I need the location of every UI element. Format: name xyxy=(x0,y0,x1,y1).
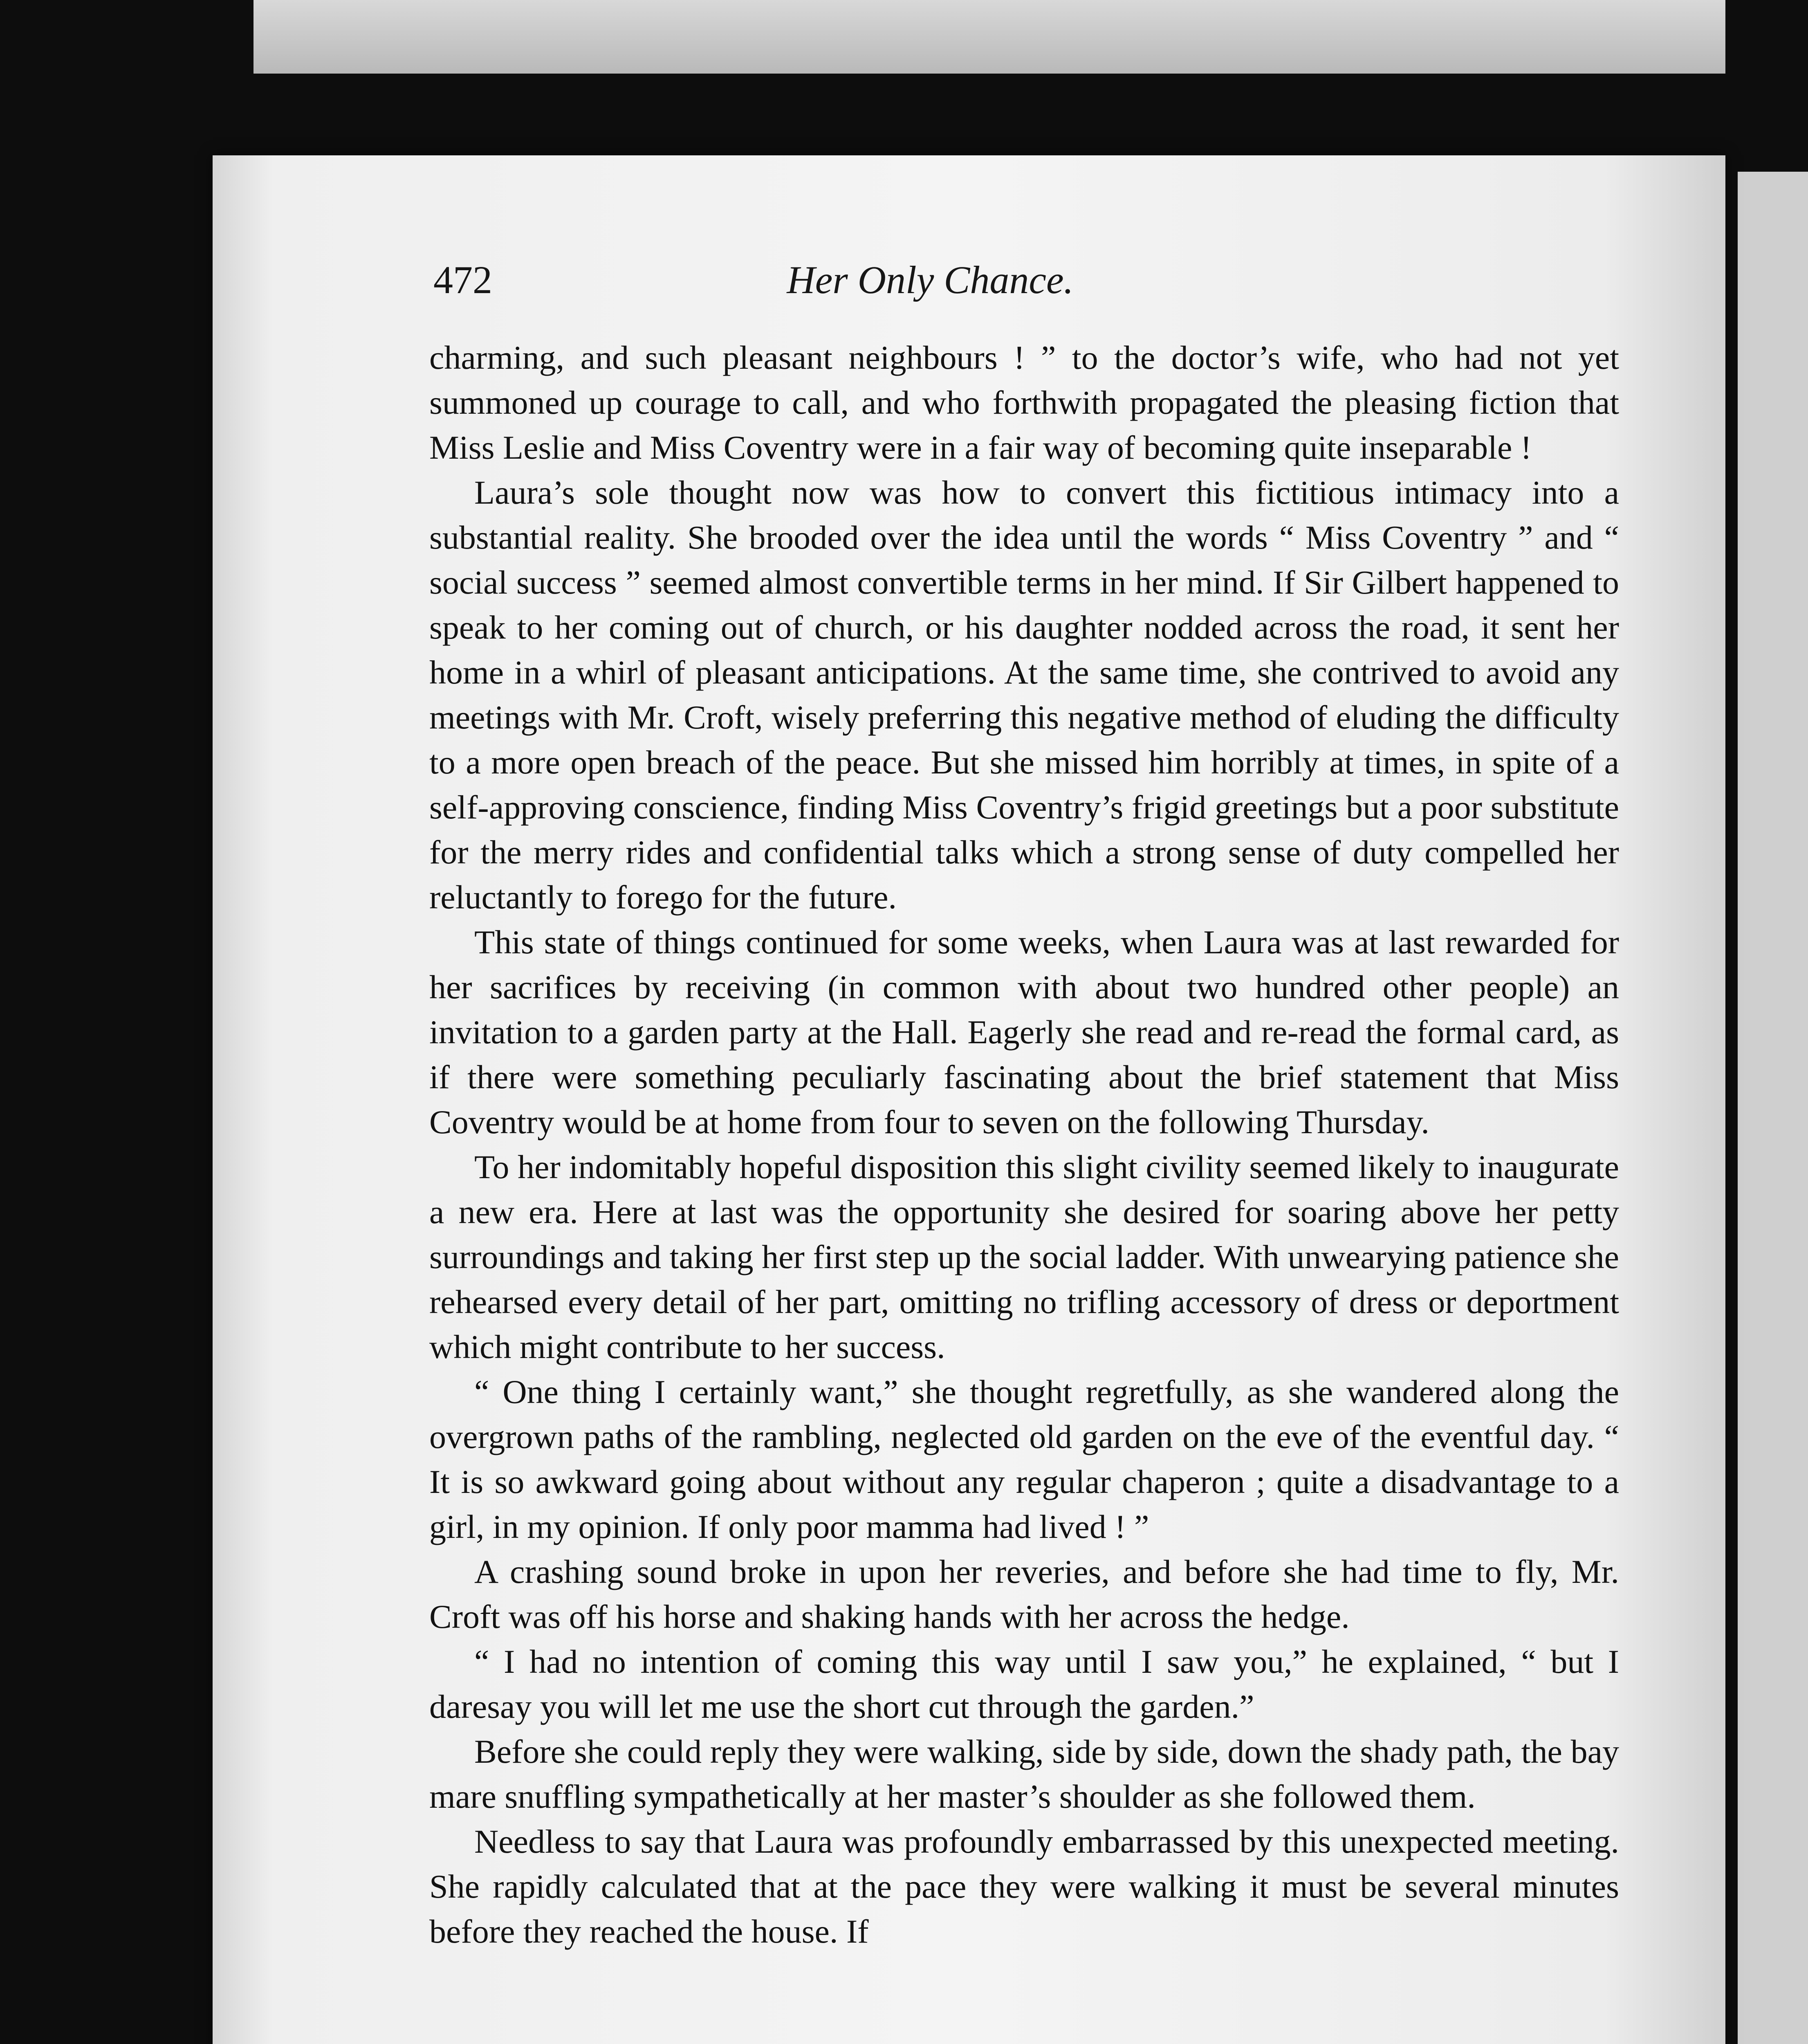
paragraph: Laura’s sole thought now was how to convert this fictitious intimacy into a substantial reality. She brooded over the idea until the words “ Miss Coventry ” and “ social success ” seemed almost convertible terms in her mind. If Sir Gilbert happened to speak to her coming out of church, or his daughter nodded across the road, it sent her home in a whirl of pleasant anticipations. At the same time, she contrived to avoid any meetings with Mr. Croft, wisely preferring this negative method of eluding the difficulty to a more open breach of the peace. But she missed him horribly at times, in spite of a self-approving conscience, finding Miss Coventry’s frigid greetings but a poor substitute for the merry rides and confidential talks which a strong sense of duty compelled her reluctantly to forego for the future. xyxy=(429,474,1619,916)
paragraph: “ One thing I certainly want,” she thought regretfully, as she wandered along the overgrown paths of the rambling, neglected old garden on the eve of the eventful day. “ It is so awkward going about without any regular chaperon ; quite a disadvantage to a girl, in my opinion. If only poor mamma had lived ! ” xyxy=(429,1373,1619,1545)
paragraph: Needless to say that Laura was profoundly embarrassed by this unexpected meeting. She rapidly calculated that at the pace they were walking it must be several minutes before they reached the house. If xyxy=(429,1823,1619,1950)
paragraph: “ I had no intention of coming this way until I saw you,” he explained, “ but I daresay you will let me use the short cut through the garden.” xyxy=(429,1643,1619,1725)
paragraph: A crashing sound broke in upon her reveries, and before she had time to fly, Mr. Croft was off his horse and shaking hands with her across the hedge. xyxy=(429,1553,1619,1635)
paragraph: To her indomitably hopeful disposition this slight civility seemed likely to inaugurate a new era. Here at last was the opportunity she desired for soaring above her petty surroundings and taking her first step up the social ladder. With unwearying patience she rehearsed every detail of her part, omitting no trifling accessory of dress or deportment which might contribute to her success. xyxy=(429,1148,1619,1365)
paragraph: This state of things continued for some weeks, when Laura was at last rewarded for her sacrifices by receiving (in common with about two hundred other people) an invitation to a garden party at the Hall. Eagerly she read and re-read the formal card, as if there were something peculiarly fascinating about the brief statement that Miss Coventry would be at home from four to seven on the following Thursday. xyxy=(429,923,1619,1141)
page-number: 472 xyxy=(433,258,492,302)
running-title: Her Only Chance. xyxy=(787,258,1074,302)
book-page xyxy=(213,155,1725,2044)
paragraph: Before she could reply they were walking, side by side, down the shady path, the bay mare snuffling sympathetically at her master’s shoulder as she followed them. xyxy=(429,1733,1619,1815)
running-head xyxy=(433,249,1427,311)
previous-page-edge xyxy=(253,0,1725,74)
facing-page-edge xyxy=(1738,172,1808,2044)
body-text xyxy=(429,335,1619,1954)
paragraph: charming, and such pleasant neighbours ! ” to the doctor’s wife, who had not yet summoned up courage to call, and who forthwith propagated the pleasing fiction that Miss Leslie and Miss Coventry were in a fair way of becoming quite inseparable ! xyxy=(429,339,1619,466)
